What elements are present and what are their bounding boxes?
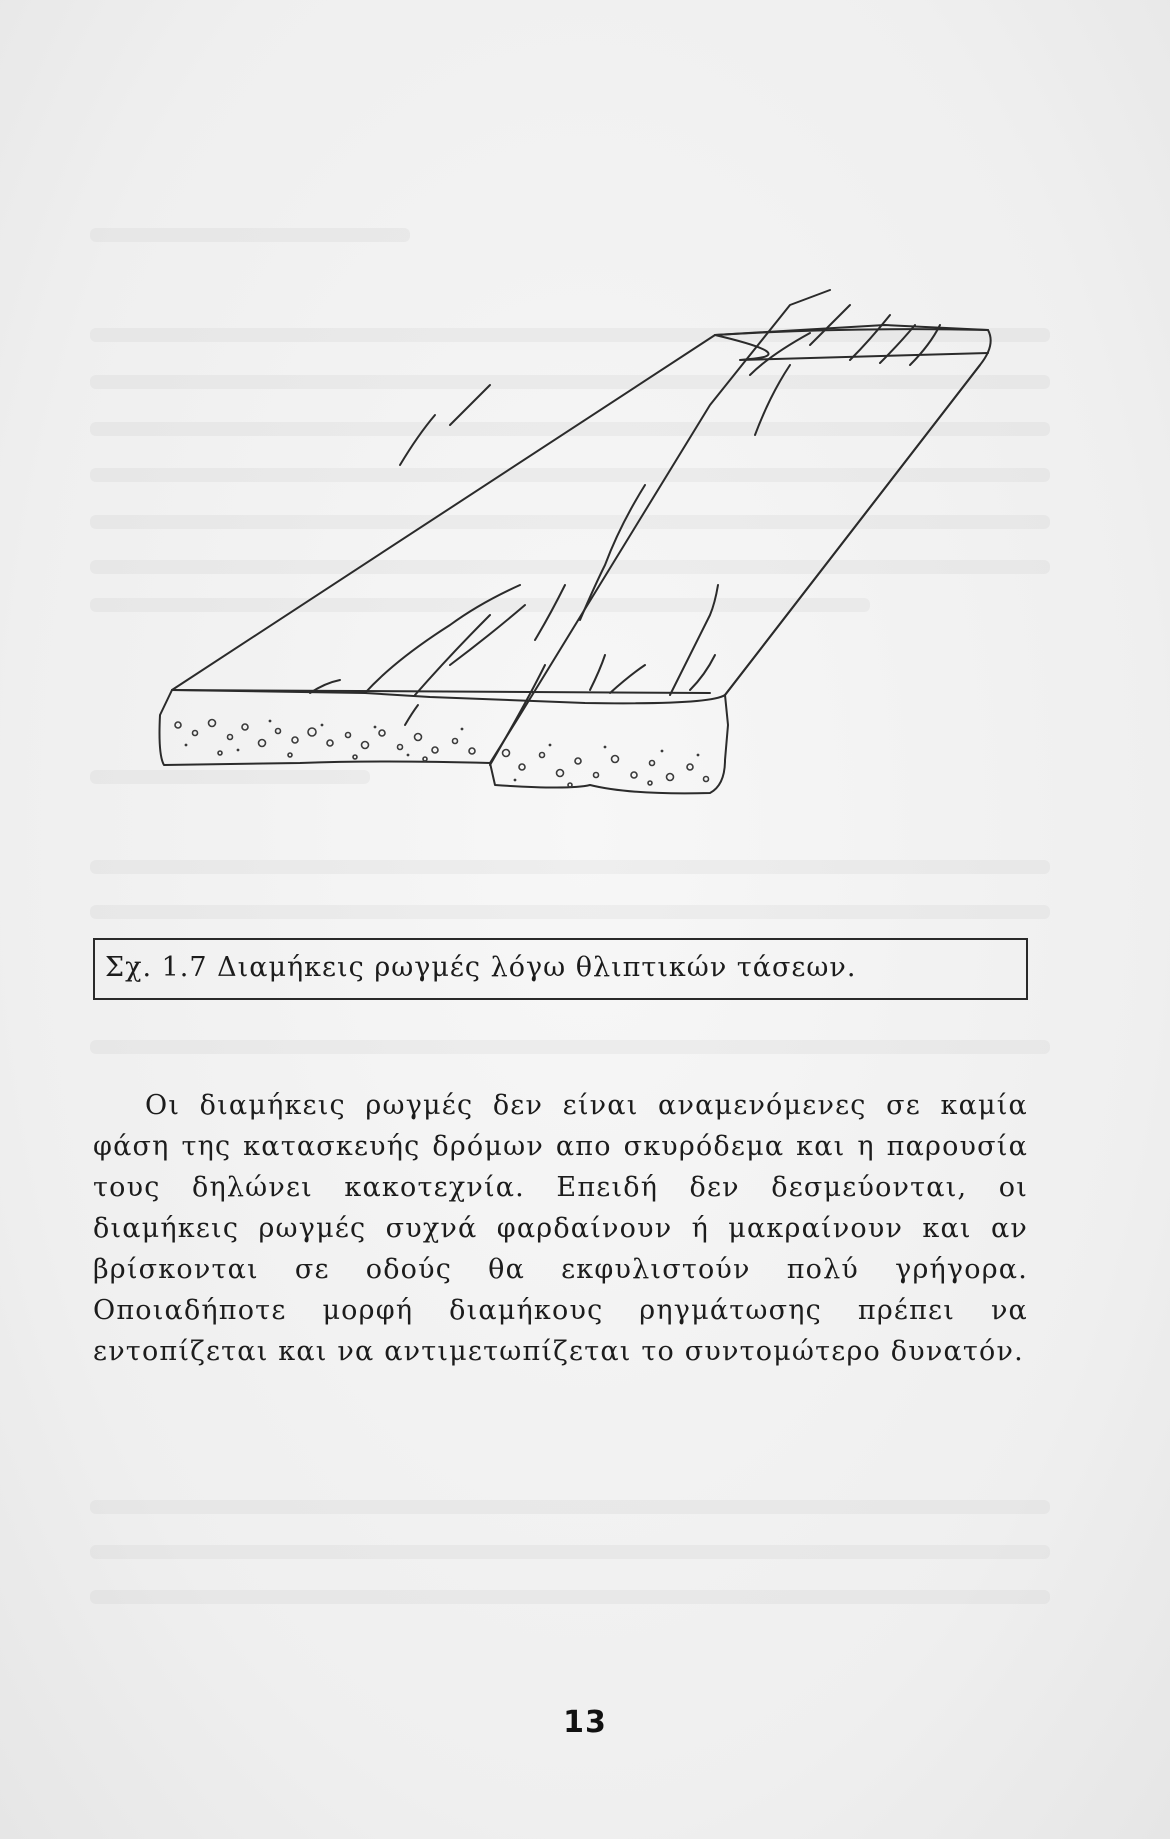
- longitudinal-crack: [590, 655, 605, 690]
- longitudinal-crack: [400, 415, 435, 465]
- longitudinal-crack: [910, 325, 940, 365]
- page-number: 13: [563, 1705, 607, 1740]
- bleed-through-line: [90, 1590, 1050, 1604]
- body-text: [93, 1085, 1028, 1372]
- bleed-through-line: [90, 1545, 1050, 1559]
- longitudinal-crack: [405, 705, 418, 725]
- bleed-through-line: [90, 905, 1050, 919]
- aggregate-dots: [185, 720, 700, 782]
- slab-far-edge: [715, 329, 988, 335]
- slab-crack-drawing: [150, 285, 1010, 845]
- longitudinal-crack: [535, 585, 565, 640]
- longitudinal-crack: [450, 605, 525, 665]
- longitudinal-crack: [810, 305, 850, 345]
- longitudinal-crack: [580, 485, 645, 620]
- longitudinal-crack: [450, 385, 490, 425]
- longitudinal-crack: [365, 585, 520, 693]
- aggregate-texture: [175, 720, 709, 788]
- longitudinal-crack: [610, 665, 645, 693]
- bleed-through-line: [90, 228, 410, 242]
- longitudinal-crack: [750, 333, 810, 375]
- longitudinal-crack: [850, 315, 890, 360]
- slab-outline: [172, 325, 991, 703]
- figure-caption-box: [93, 938, 1028, 1000]
- figure-caption: Σχ. 1.7 Διαμήκεις ρωγμές λόγω θλιπτικών τάσεων.: [105, 952, 857, 983]
- longitudinal-crack: [415, 615, 490, 695]
- longitudinal-crack: [690, 655, 715, 690]
- longitudinal-crack: [880, 325, 915, 363]
- bleed-through-line: [90, 1040, 1050, 1054]
- longitudinal-crack: [670, 585, 718, 695]
- longitudinal-crack: [755, 365, 790, 435]
- longitudinal-crack: [490, 665, 545, 765]
- bleed-through-line: [90, 860, 1050, 874]
- body-paragraph: Οι διαμήκεις ρωγμές δεν είναι αναμενόμενες σε καμία φάση της κατασκευής δρόμων απο σκυρόδεμα και η παρουσία τους δηλώνει κακοτεχνία. Επειδή δεν δεσμεύονται, οι διαμήκεις ρωγμές συχνά φαρδαίνουν ή μακραίνουν και αν βρίσκονται σε οδούς θα εκφυλιστούν πολύ γρήγορα. Οποιαδήποτε μορφή διαμήκους ρηγμάτωσης πρέπει να εντοπίζεται και να αντιμετωπίζεται το συντομώτερο δυνατόν.: [93, 1090, 1028, 1367]
- slab-front-face: [160, 690, 729, 793]
- bleed-through-line: [90, 1500, 1050, 1514]
